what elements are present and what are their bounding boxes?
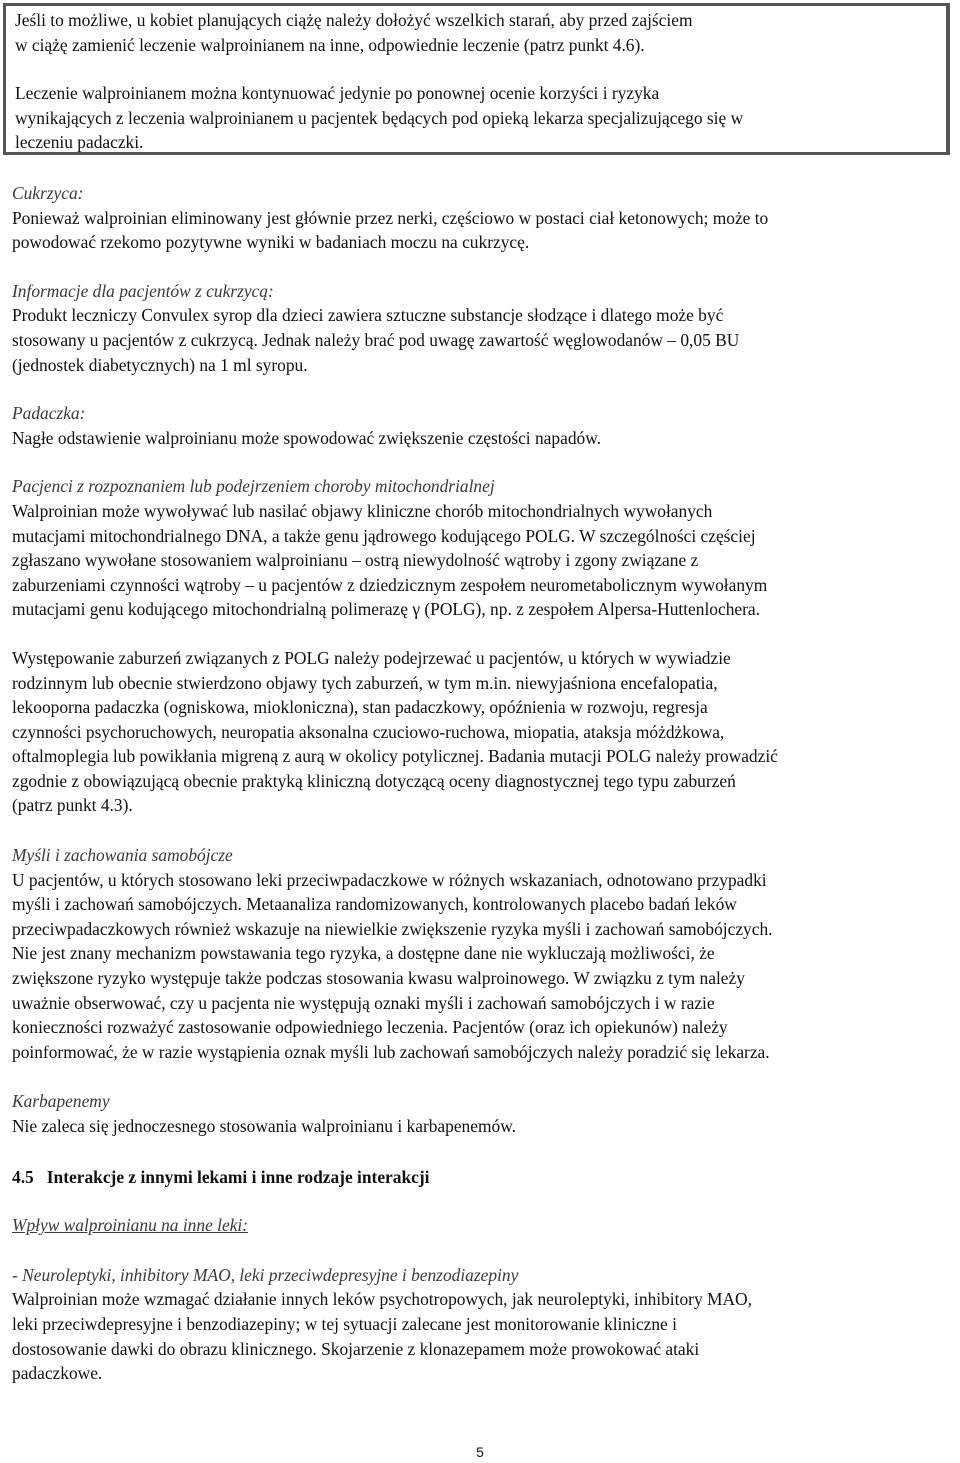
text-line: (jednostek diabetycznych) na 1 ml syropu. xyxy=(12,354,308,375)
text-line: Występowanie zaburzeń związanych z POLG należy podejrzewać u pacjentów, u których w wywiadzie xyxy=(12,647,731,668)
section-heading: Myśli i zachowania samobójcze xyxy=(12,845,233,866)
text-line: dostosowanie dawki do obrazu klinicznego. Skojarzenie z klonazepamem może prowokować ataki xyxy=(12,1338,700,1359)
text-line: rodzinnym lub obecnie stwierdzono objawy tych zaburzeń, w tym m.in. niewyjaśniona encefalopatia, xyxy=(12,672,718,693)
text-line: Walproinian może wywoływać lub nasilać objawy kliniczne chorób mitochondrialnych wywołanych xyxy=(12,500,713,521)
text-line: leczeniu padaczki. xyxy=(15,132,144,153)
section-heading: Padaczka: xyxy=(12,403,86,424)
section-heading: - Neuroleptyki, inhibitory MAO, leki przeciwdepresyjne i benzodiazepiny xyxy=(12,1264,519,1285)
text-line: Leczenie walproinianem można kontynuować jedynie po ponownej ocenie korzyści i ryzyka xyxy=(15,83,660,104)
page-number: 5 xyxy=(476,1444,484,1460)
text-line: Nie jest znany mechanizm powstawania tego ryzyka, a dostępne dane nie wykluczają możliwości, że xyxy=(12,943,715,964)
section-padaczka xyxy=(12,401,958,450)
text-line: myśli i zachowań samobójczych. Metaanaliza randomizowanych, kontrolowanych placebo badań leków xyxy=(12,894,737,915)
text-line: stosowany u pacjentów z cukrzycą. Jednak należy brać pod uwagę zawartość węglowodanów – 0,05 BU xyxy=(12,329,740,350)
section-mitochondrial-p2 xyxy=(12,646,958,818)
text-line: oftalmoplegia lub powikłania migreną z aurą w okolicy potylicznej. Badania mutacji POLG należy prowadzić xyxy=(12,746,778,767)
text-line: (patrz punkt 4.3). xyxy=(12,795,133,816)
section-neuroleptyki xyxy=(12,1263,958,1386)
box-paragraph-2 xyxy=(15,81,938,155)
text-line: Produkt leczniczy Convulex syrop dla dzieci zawiera sztuczne substancje słodzące i dlatego może być xyxy=(12,305,724,326)
text-line: zwiększone ryzyko występuje także podczas stosowania kwasu walproinowego. W związku z tym należy xyxy=(12,968,745,989)
warning-box xyxy=(3,3,950,155)
text-line: wynikających z leczenia walproinianem u pacjentek będących pod opieką lekarza specjalizującego się w xyxy=(15,107,744,128)
section-informacje xyxy=(12,279,958,377)
section-mitochondrial xyxy=(12,474,958,622)
section-heading: Pacjenci z rozpoznaniem lub podejrzeniem choroby mitochondrialnej xyxy=(12,476,495,497)
text-line: lekooporna padaczka (ogniskowa, miokloniczna), stan padaczkowy, opóźnienia w rozwoju, regresja xyxy=(12,697,708,718)
document-body xyxy=(12,181,958,1386)
section-4-5-title: 4.5 Interakcje z innymi lekami i inne rodzaje interakcji xyxy=(12,1166,430,1187)
text-line: padaczkowe. xyxy=(12,1363,103,1384)
section-cukrzyca xyxy=(12,181,958,255)
text-line: przeciwpadaczkowych również wskazuje na niewielkie zwiększenie ryzyka myśli i zachowań samobójczych. xyxy=(12,918,773,939)
text-line: powodować rzekomo pozytywne wyniki w badaniach moczu na cukrzycę. xyxy=(12,232,530,253)
text-line: czynności psychoruchowych, neuropatia aksonalna czuciowo-ruchowa, miopatia, ataksja móżdżkowa, xyxy=(12,721,725,742)
text-line: w ciążę zamienić leczenie walproinianem na inne, odpowiednie leczenie (patrz punkt 4.6). xyxy=(15,34,645,55)
text-line: zgłaszano wywołane stosowaniem walproinianu – ostrą niewydolność wątroby i zgony związane z xyxy=(12,550,699,571)
text-line: Ponieważ walproinian eliminowany jest głównie przez nerki, częściowo w postaci ciał ketonowych; może to xyxy=(12,207,769,228)
text-line: U pacjentów, u których stosowano leki przeciwpadaczkowe w różnych wskazaniach, odnotowano przypadki xyxy=(12,869,767,890)
text-line: mutacjami mitochondrialnego DNA, a także genu jądrowego kodującego POLG. W szczególności częściej xyxy=(12,525,756,546)
section-4-5-subtitle: Wpływ walproinianu na inne leki: xyxy=(12,1215,249,1236)
text-line: zaburzeniami czynności wątroby – u pacjentów z dziedzicznym zespołem neurometabolicznym wywołanym xyxy=(12,574,768,595)
section-karbapenemy xyxy=(12,1089,958,1138)
text-line: uważnie obserwować, czy u pacjenta nie występują oznaki myśli i zachowań samobójczych i w razie xyxy=(12,992,715,1013)
text-line: poinformować, że w razie wystąpienia oznak myśli lub zachowań samobójczych należy poradzić się lekarza. xyxy=(12,1041,770,1062)
text-line: Walproinian może wzmagać działanie innych leków psychotropowych, jak neuroleptyki, inhibitory MAO, xyxy=(12,1289,752,1310)
section-heading: Karbapenemy xyxy=(12,1091,110,1112)
section-mysli xyxy=(12,843,958,1064)
text-line: mutacjami genu kodującego mitochondrialną polimerazę γ (POLG), np. z zespołem Alpersa-Huttenlochera. xyxy=(12,599,760,620)
section-heading: Cukrzyca: xyxy=(12,183,84,203)
text-line: Jeśli to możliwe, u kobiet planujących ciążę należy dołożyć wszelkich starań, aby przed zajściem xyxy=(15,10,693,30)
text-line: Nie zaleca się jednoczesnego stosowania walproinianu i karbapenemów. xyxy=(12,1116,516,1136)
text-line: leki przeciwdepresyjne i benzodiazepiny; w tej sytuacji zalecane jest monitorowanie kliniczne i xyxy=(12,1313,677,1334)
text-line: zgodnie z obowiązującą obecnie praktyką kliniczną dotyczącą oceny diagnostycznej tego typu zaburzeń xyxy=(12,770,736,791)
text-line: konieczności rozważyć zastosowanie odpowiedniego leczenia. Pacjentów (oraz ich opiekunów) należy xyxy=(12,1017,728,1038)
box-paragraph-1 xyxy=(15,8,938,57)
text-line: Nagłe odstawienie walproinianu może spowodować zwiększenie częstości napadów. xyxy=(12,427,601,448)
section-heading: Informacje dla pacjentów z cukrzycą: xyxy=(12,280,274,301)
